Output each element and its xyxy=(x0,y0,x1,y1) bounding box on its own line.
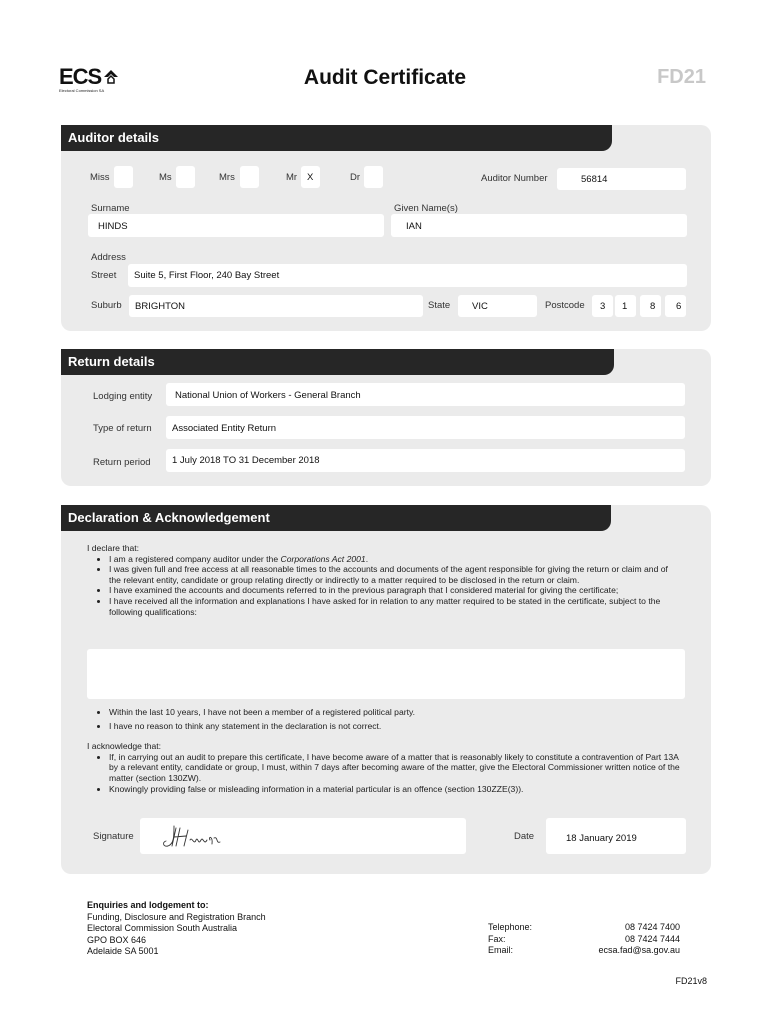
declaration-text-continued xyxy=(87,707,682,794)
title-mrs-label: Mrs xyxy=(219,172,235,183)
handwritten-signature xyxy=(160,822,240,852)
title-dr-label: Dr xyxy=(350,172,361,183)
state-label: State xyxy=(428,300,451,311)
declaration-item-text: I am a registered company auditor under the xyxy=(109,553,281,564)
acknowledge-item: • If, in carrying out an audit to prepare this certificate, I have become aware of a matter that is reasonably likely to constitute a contravention of Part 13A by a relevant entity, candidate or group, I must, within 7 days after becoming aware of the matter, give the Electoral Commissioner written notice of the matter (section 130ZW). xyxy=(109,752,682,784)
return-period-field[interactable] xyxy=(166,449,685,472)
title-mr-checkbox[interactable] xyxy=(301,166,320,188)
declaration-list-continued xyxy=(87,707,682,731)
type-of-return-field[interactable] xyxy=(166,416,685,439)
given-names-label: Given Name(s) xyxy=(394,203,458,214)
lodging-entity-field[interactable] xyxy=(166,383,685,406)
declaration-item: • I was given full and free access at all reasonable times to the accounts and documents of the agent responsible for giving the return or claim and of the relevant entity, candidate or group relating directly or indirectly to a matter required to be disclosed in the return or claim. xyxy=(109,564,682,585)
postcode-digit-value: 8 xyxy=(650,301,656,312)
enquiries-line: Electoral Commission South Australia xyxy=(87,923,238,933)
contact-labels xyxy=(488,922,532,957)
state-field[interactable] xyxy=(458,295,537,317)
return-period-label: Return period xyxy=(93,457,151,468)
postcode-digit-value: 1 xyxy=(622,301,628,312)
auditor-number-field[interactable] xyxy=(557,168,686,190)
title-miss-checkbox[interactable] xyxy=(114,166,133,188)
signature-label: Signature xyxy=(93,831,134,842)
acknowledge-intro: I acknowledge that: xyxy=(87,741,162,752)
declaration-header: Declaration & Acknowledgement xyxy=(61,505,611,531)
email-link[interactable]: ecsa.fad@sa.gov.au xyxy=(598,945,680,955)
title-mrs-checkbox[interactable] xyxy=(240,166,259,188)
form-version: FD21v8 xyxy=(675,976,707,986)
title-ms-checkbox[interactable] xyxy=(176,166,195,188)
lodging-entity-value: National Union of Workers - General Branch xyxy=(175,390,361,401)
telephone-label: Telephone: xyxy=(488,922,533,932)
postcode-label: Postcode xyxy=(545,300,585,311)
logo-text: ECS xyxy=(59,64,102,89)
telephone-value: 08 7424 7400 xyxy=(624,922,680,932)
declaration-item-text: . xyxy=(365,553,369,564)
declaration-item: • I have received all the information and explanations I have asked for in relation to any matter required to be stated in the certificate, subject to the following qualifications: xyxy=(109,596,682,617)
title-mr-label: Mr xyxy=(286,172,298,183)
title-dr-checkbox[interactable] xyxy=(364,166,383,188)
enquiries-line: GPO BOX 646 xyxy=(87,934,147,945)
lodging-entity-label: Lodging entity xyxy=(93,391,153,402)
contact-values xyxy=(598,922,680,957)
auditor-number-label: Auditor Number xyxy=(481,173,548,184)
declaration-item: • I have examined the accounts and documents referred to in the previous paragraph that I considered material for giving the certificate; xyxy=(109,585,682,596)
fax-value: 08 7424 7444 xyxy=(624,933,680,944)
address-label: Address xyxy=(91,252,126,263)
enquiries-heading: Enquiries and lodgement to: xyxy=(87,900,209,910)
declaration-item: • Within the last 10 years, I have not been a member of a registered political party. xyxy=(109,707,682,718)
declaration-list xyxy=(87,554,682,618)
suburb-label: Suburb xyxy=(91,300,122,311)
type-of-return-value: Associated Entity Return xyxy=(172,423,277,434)
suburb-field[interactable] xyxy=(129,295,423,317)
title-miss-label: Miss xyxy=(90,172,110,183)
enquiries-block xyxy=(87,900,266,958)
suburb-value: BRIGHTON xyxy=(135,301,185,312)
return-details-header: Return details xyxy=(61,349,614,375)
type-of-return-label: Type of return xyxy=(93,423,152,434)
declaration-item: • I have no reason to think any statement in the declaration is not correct. xyxy=(109,721,682,732)
declaration-text xyxy=(87,543,682,617)
declaration-item xyxy=(109,554,682,565)
surname-label: Surname xyxy=(91,203,130,214)
title-ms-label: Ms xyxy=(159,172,172,183)
state-value: VIC xyxy=(472,301,488,312)
acknowledge-list xyxy=(87,752,682,794)
date-value: 18 January 2019 xyxy=(566,833,637,844)
surname-value: HINDS xyxy=(98,221,128,232)
qualifications-field[interactable] xyxy=(87,649,685,699)
acknowledge-item: • Knowingly providing false or misleading information in a material particular is an offence (section 130ZZE(3)). xyxy=(109,784,682,795)
enquiries-line: Adelaide SA 5001 xyxy=(87,946,159,956)
enquiries-line: Funding, Disclosure and Registration Branch xyxy=(87,911,266,922)
given-names-field[interactable] xyxy=(391,214,687,237)
date-field[interactable] xyxy=(546,818,686,854)
logo-subtitle: Electoral Commission SA xyxy=(59,88,105,93)
street-value: Suite 5, First Floor, 240 Bay Street xyxy=(134,270,280,281)
postcode-digit-4[interactable] xyxy=(665,295,686,317)
postcode-digit-3[interactable] xyxy=(640,295,661,317)
date-label: Date xyxy=(514,831,535,842)
fax-label: Fax: xyxy=(488,933,506,944)
street-field[interactable] xyxy=(128,264,687,287)
surname-field[interactable] xyxy=(88,214,384,237)
declare-intro: I declare that: xyxy=(87,543,140,553)
postcode-digit-2[interactable] xyxy=(615,295,636,317)
signature-field[interactable] xyxy=(140,818,466,854)
street-label: Street xyxy=(91,270,117,281)
given-names-value: IAN xyxy=(406,221,422,232)
title-mr-mark: X xyxy=(307,172,314,183)
document-title: Audit Certificate xyxy=(303,66,467,89)
postcode-digit-value: 3 xyxy=(600,301,606,312)
form-code: FD21 xyxy=(657,66,706,88)
auditor-number-value: 56814 xyxy=(581,174,608,185)
auditor-details-header: Auditor details xyxy=(61,125,612,151)
email-label: Email: xyxy=(488,945,514,955)
postcode-digit-1[interactable] xyxy=(592,295,613,317)
postcode-digit-value: 6 xyxy=(676,301,682,312)
act-name: Corporations Act 2001 xyxy=(280,553,366,564)
return-period-value: 1 July 2018 TO 31 December 2018 xyxy=(172,455,320,466)
